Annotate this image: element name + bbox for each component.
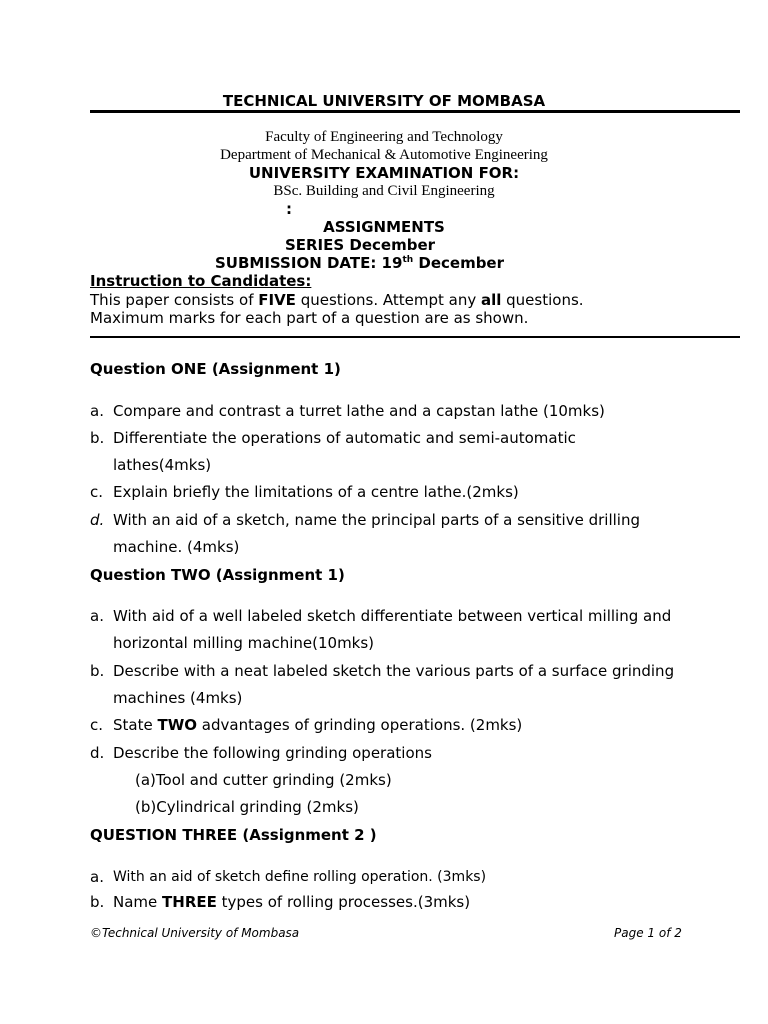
item-text: Explain briefly the limitations of a centre lathe.(2mks) [113, 483, 519, 501]
item-text: With aid of a well labeled sketch differentiate between vertical milling and horizontal milling machine(10mks) [113, 607, 672, 652]
subitem-text: Tool and cutter grinding (2mks) [155, 771, 392, 789]
q1-item-a [90, 398, 710, 425]
q2-subitem-a [135, 767, 392, 794]
footer-copyright: ©Technical University of Mombasa [90, 926, 300, 940]
colon-mark: : [286, 200, 292, 218]
question-one-title: Question ONE (Assignment 1) [90, 360, 341, 378]
instructions-emphasis: FIVE [258, 291, 296, 309]
subitem-marker: (a) [135, 771, 156, 789]
q3-item-a [90, 864, 710, 891]
item-marker: b. [90, 429, 105, 447]
q2-item-c [90, 712, 710, 739]
item-text: With an aid of sketch define rolling operation. (3mks) [113, 869, 487, 885]
item-text: Describe with a neat labeled sketch the various parts of a surface grinding machines (4mks) [113, 662, 675, 707]
instructions-text: questions. Attempt any [295, 291, 481, 309]
q1-item-c [90, 479, 710, 506]
item-text-part: Name [113, 893, 163, 911]
instructions-text: questions. [501, 291, 584, 309]
instructions-line-2: Maximum marks for each part of a question are as shown. [90, 309, 529, 327]
item-marker: c. [90, 716, 104, 734]
series-label: SERIES December [284, 236, 436, 254]
submission-date [215, 254, 504, 272]
item-marker: a. [90, 868, 104, 886]
subitem-text: Cylindrical grinding (2mks) [156, 798, 359, 816]
university-title: TECHNICAL UNIVERSITY OF MOMBASA [222, 92, 546, 110]
programme-name: BSc. Building and Civil Engineering [273, 183, 495, 199]
item-text: Describe the following grinding operations [113, 744, 432, 762]
instructions-text: This paper consists of [90, 291, 259, 309]
item-text-part: types of rolling processes.(3mks) [216, 893, 471, 911]
item-text: Differentiate the operations of automatic and semi-automatic lathes(4mks) [113, 429, 576, 474]
q1-item-b [90, 425, 710, 479]
subitem-marker: (b) [135, 798, 157, 816]
exam-for-label: UNIVERSITY EXAMINATION FOR: [248, 164, 520, 182]
submission-date-sup: th [402, 255, 414, 265]
question-three-title: QUESTION THREE (Assignment 2 ) [90, 826, 377, 844]
item-text: With an aid of a sketch, name the principal parts of a sensitive drilling machine. (4mks) [113, 511, 640, 556]
item-marker: a. [90, 607, 104, 625]
assignments-label: ASSIGNMENTS [323, 218, 445, 236]
q2-item-a [90, 603, 710, 657]
item-marker: a. [90, 402, 104, 420]
item-text [113, 712, 713, 739]
department-name: Department of Mechanical & Automotive Engineering [220, 147, 548, 163]
header-rule [90, 110, 740, 113]
item-marker: d. [90, 744, 105, 762]
item-text: Compare and contrast a turret lathe and a capstan lathe (10mks) [113, 402, 605, 420]
q2-item-b [90, 658, 710, 712]
item-marker: b. [90, 893, 105, 911]
item-marker: c. [90, 483, 104, 501]
item-text-emphasis: TWO [157, 716, 198, 734]
q1-item-d [90, 507, 710, 561]
instructions-emphasis: all [480, 291, 502, 309]
submission-date-suffix: December [413, 254, 505, 272]
item-text-part: advantages of grinding operations. (2mks) [197, 716, 523, 734]
q2-item-d [90, 740, 710, 767]
instructions-line-1 [90, 291, 584, 309]
item-text-part: State [113, 716, 158, 734]
q2-subitem-b [135, 794, 359, 821]
item-text [113, 889, 713, 916]
submission-date-prefix: SUBMISSION DATE: 19 [215, 254, 403, 272]
footer-page-number: Page 1 of 2 [614, 926, 682, 940]
item-marker: d. [90, 511, 105, 529]
question-two-title: Question TWO (Assignment 1) [90, 566, 345, 584]
q3-item-b [90, 889, 710, 916]
item-marker: b. [90, 662, 105, 680]
instructions-title: Instruction to Candidates: [90, 272, 312, 290]
instructions-rule [90, 336, 740, 338]
faculty-name: Faculty of Engineering and Technology [265, 129, 503, 145]
item-text-emphasis: THREE [162, 893, 217, 911]
